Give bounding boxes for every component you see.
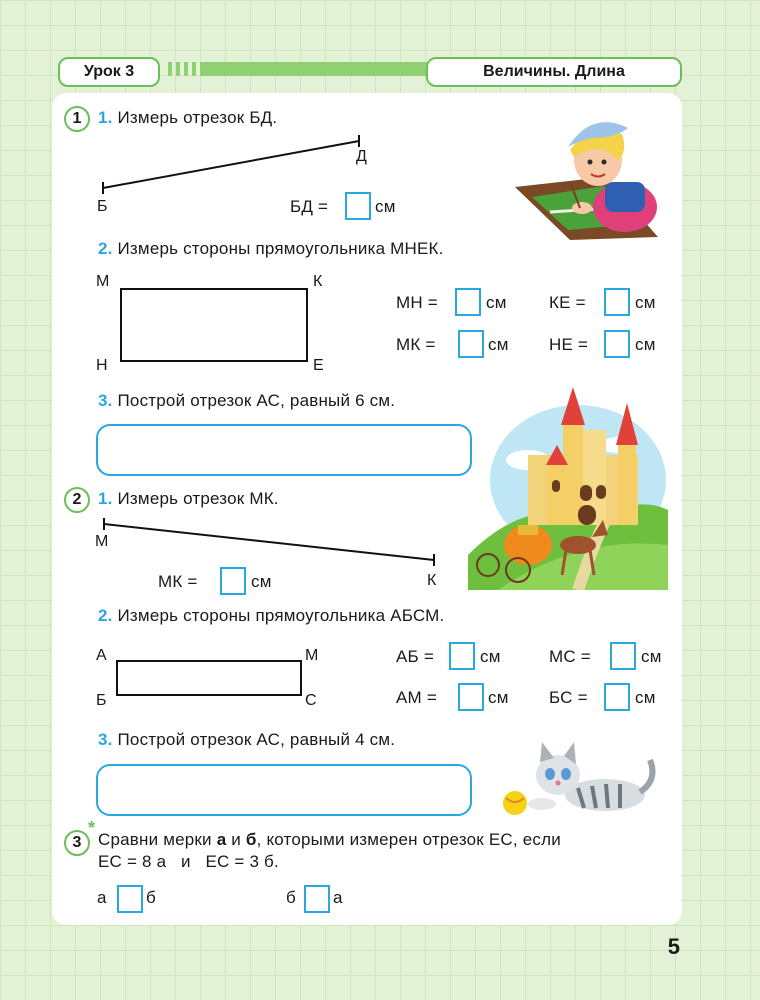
answer-box-ne[interactable] (604, 330, 630, 358)
answer-label-mk2: МК = (158, 572, 198, 591)
task1-q3: 3. Построй отрезок АС, равный 6 см. (98, 391, 396, 410)
drawing-area-4cm[interactable] (96, 764, 472, 816)
compare-box-1[interactable] (117, 885, 143, 913)
star-mark: * (88, 818, 96, 838)
header-stripe (176, 62, 180, 76)
answer-label-mk: МК = (396, 335, 436, 354)
task3-line1: Сравни мерки а и б, которыми измерен отрезок ЕС, если (98, 830, 561, 849)
answer-box-am[interactable] (458, 683, 484, 711)
unit-cm: см (488, 335, 509, 354)
answer-label-am: АМ = (396, 688, 437, 707)
answer-box-mc[interactable] (610, 642, 636, 670)
task-badge-3: 3 (64, 830, 90, 856)
answer-box-ab[interactable] (449, 642, 475, 670)
answer-box-mk2[interactable] (220, 567, 246, 595)
unit-cm: см (480, 647, 501, 666)
compare-box-2[interactable] (304, 885, 330, 913)
answer-label-ke: КЕ = (549, 293, 586, 312)
topic-label: Величины. Длина (426, 57, 682, 87)
corner-c: С (305, 692, 317, 709)
drawing-area-6cm[interactable] (96, 424, 472, 476)
answer-box-bd[interactable] (345, 192, 371, 220)
unit-cm: см (641, 647, 662, 666)
task3-line2: ЕС = 8 а и ЕС = 3 б. (98, 852, 279, 871)
rectangle-absm (116, 660, 302, 696)
unit-cm: см (251, 572, 272, 591)
corner-e: Е (313, 357, 324, 374)
point-b: Б (97, 198, 108, 215)
task2-q1: 1. Измерь отрезок МК. (98, 489, 279, 508)
unit-cm: см (486, 293, 507, 312)
segment-mk (98, 516, 443, 571)
corner-m2: М (305, 647, 319, 664)
answer-label-bd: БД = (290, 197, 329, 216)
task-badge-2: 2 (64, 487, 90, 513)
castle-illustration (468, 385, 668, 590)
header-stripe (168, 62, 172, 76)
answer-label-mc: МС = (549, 647, 591, 666)
answer-box-mk[interactable] (458, 330, 484, 358)
rectangle-mnek (120, 288, 308, 362)
task2-q3: 3. Построй отрезок АС, равный 4 см. (98, 730, 396, 749)
answer-label-ab: АБ = (396, 647, 434, 666)
point-d: Д (356, 148, 367, 165)
corner-b2: Б (96, 692, 107, 709)
unit-cm: см (635, 335, 656, 354)
corner-n: Н (96, 357, 108, 374)
answer-label-ne: НЕ = (549, 335, 589, 354)
task1-q2: 2. Измерь стороны прямоугольника МНЕК. (98, 239, 444, 258)
point-m: М (95, 533, 109, 550)
unit-cm: см (488, 688, 509, 707)
point-k: К (427, 572, 437, 589)
compare1-left: а (97, 888, 107, 907)
header-bar (200, 62, 428, 76)
corner-k: К (313, 273, 323, 290)
answer-label-mn: МН = (396, 293, 438, 312)
compare2-right: а (333, 888, 343, 907)
corner-a: А (96, 647, 107, 664)
compare1-right: б (146, 888, 156, 907)
girl-illustration (510, 112, 660, 242)
answer-box-ke[interactable] (604, 288, 630, 316)
answer-box-bc[interactable] (604, 683, 630, 711)
compare2-left: б (286, 888, 296, 907)
task2-q2: 2. Измерь стороны прямоугольника АБСМ. (98, 606, 445, 625)
unit-cm: см (375, 197, 396, 216)
header-stripe (184, 62, 188, 76)
corner-m: М (96, 273, 110, 290)
unit-cm: см (635, 688, 656, 707)
page-number: 5 (667, 934, 680, 959)
lesson-label: Урок 3 (58, 57, 160, 87)
answer-label-bc: БС = (549, 688, 588, 707)
task1-q1: 1. Измерь отрезок БД. (98, 108, 278, 127)
header-stripe (192, 62, 196, 76)
kitten-illustration (500, 740, 660, 820)
segment-bd (95, 135, 370, 195)
task-badge-1: 1 (64, 106, 90, 132)
answer-box-mn[interactable] (455, 288, 481, 316)
unit-cm: см (635, 293, 656, 312)
